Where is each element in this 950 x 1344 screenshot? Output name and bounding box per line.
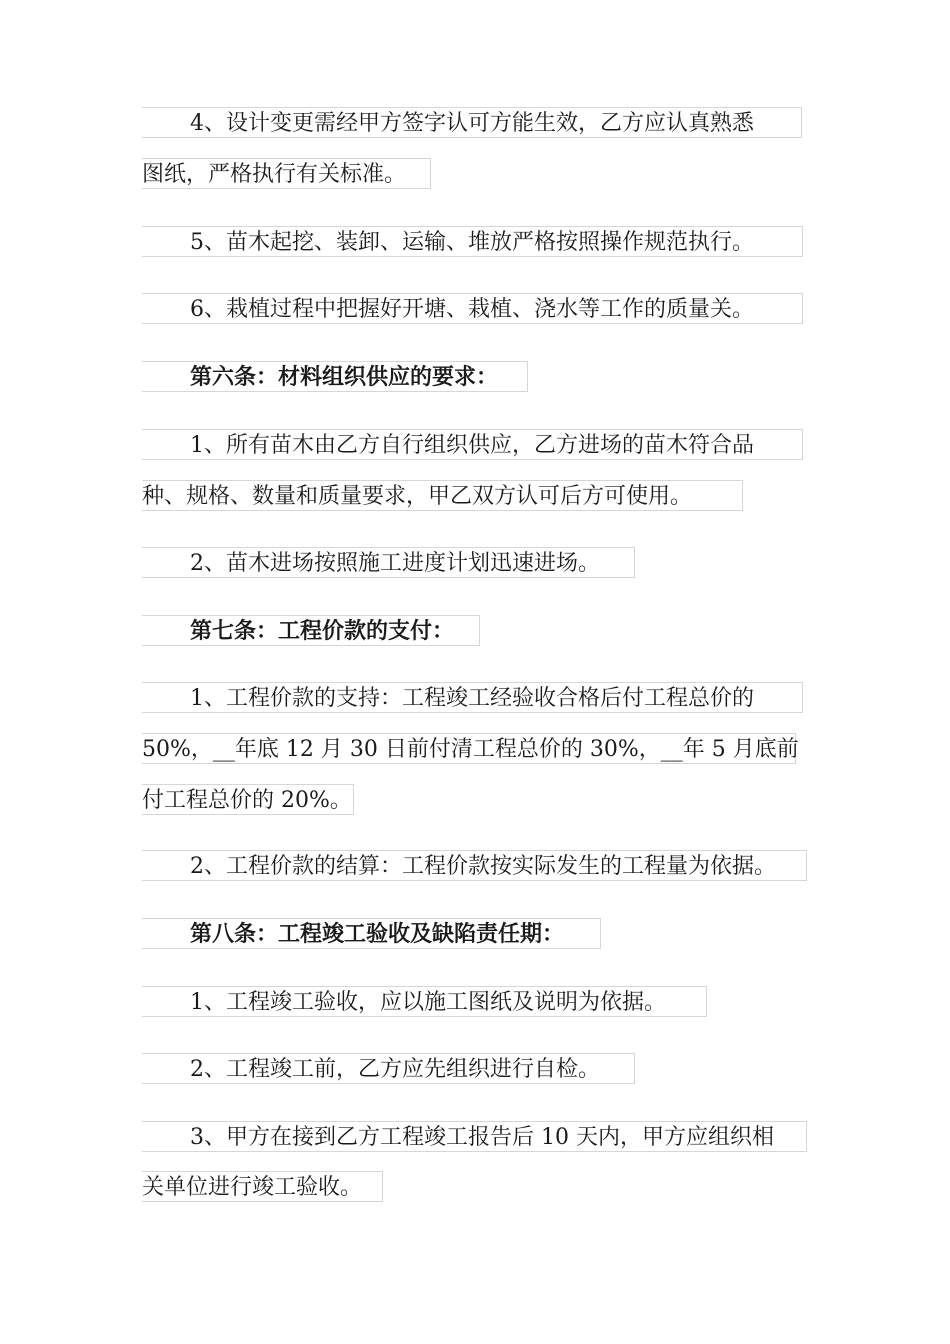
text-line: 1、工程竣工验收，应以施工图纸及说明为依据。 <box>142 986 707 1017</box>
text-line: 付工程总价的 20%。 <box>142 784 354 815</box>
text-line: 6、栽植过程中把握好开塘、栽植、浇水等工作的质量关。 <box>142 293 803 324</box>
text-line: 种、规格、数量和质量要求，甲乙双方认可后方可使用。 <box>142 480 743 511</box>
text-line: 2、工程竣工前，乙方应先组织进行自检。 <box>142 1053 635 1084</box>
text-line: 关单位进行竣工验收。 <box>142 1171 383 1202</box>
text-line: 1、工程价款的支持：工程竣工经验收合格后付工程总价的 <box>142 682 803 713</box>
text-line: 1、所有苗木由乙方自行组织供应，乙方进场的苗木符合品 <box>142 429 803 460</box>
text-line: 50%，__年底 12 月 30 日前付清工程总价的 30%，__年 5 月底前 <box>142 733 796 764</box>
text-line: 4、设计变更需经甲方签字认可方能生效，乙方应认真熟悉 <box>142 107 802 138</box>
section-heading: 第八条：工程竣工验收及缺陷责任期： <box>142 918 601 949</box>
text-line: 3、甲方在接到乙方工程竣工报告后 10 天内，甲方应组织相 <box>142 1121 807 1152</box>
text-line: 图纸，严格执行有关标准。 <box>142 158 431 189</box>
text-line: 2、工程价款的结算：工程价款按实际发生的工程量为依据。 <box>142 850 807 881</box>
text-line: 5、苗木起挖、装卸、运输、堆放严格按照操作规范执行。 <box>142 226 803 257</box>
section-heading: 第六条：材料组织供应的要求： <box>142 361 528 392</box>
section-heading: 第七条：工程价款的支付： <box>142 615 480 646</box>
text-line: 2、苗木进场按照施工进度计划迅速进场。 <box>142 547 635 578</box>
